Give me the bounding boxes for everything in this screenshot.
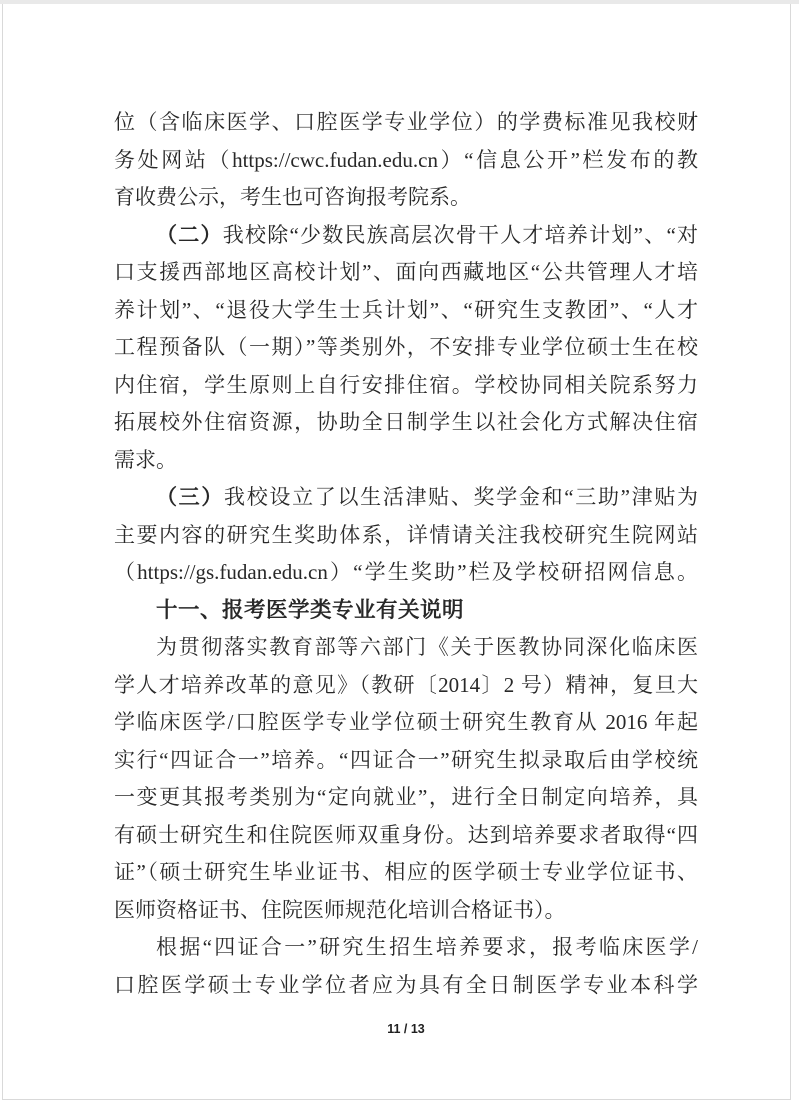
text-line — [114, 254, 698, 292]
text-segment: 学人才培养改革的意见》（教研〔2014〕2 号）精神，复旦大 — [114, 672, 698, 697]
text-segment: 有硕士研究生和住院医师双重身份。达到培养要求者取得“四 — [114, 822, 698, 847]
text-line — [114, 817, 698, 855]
text-line — [114, 854, 698, 892]
text-segment: 实行“四证合一”培养。“四证合一”研究生拟录取后由学校统 — [114, 747, 698, 772]
text-line — [114, 329, 698, 367]
text-segment: 务处网站（https://cwc.fudan.edu.cn）“信息公开”栏发布的教 — [114, 147, 698, 172]
para-scholarship — [114, 479, 698, 592]
text-line — [114, 292, 698, 330]
text-line — [114, 142, 698, 180]
text-line — [114, 779, 698, 817]
text-segment: （https://gs.fudan.edu.cn）“学生奖助”栏及学校研招网信息。 — [114, 560, 698, 584]
text-segment: 需求。 — [114, 447, 177, 472]
text-line — [114, 967, 698, 1005]
heading-section-eleven-medical-majors — [114, 592, 698, 630]
bold-text-segment: 十一、报考医学类专业有关说明 — [156, 597, 465, 622]
document-body — [114, 104, 698, 1004]
text-segment: 我校设立了以生活津贴、奖学金和“三助”津贴为 — [224, 485, 699, 509]
text-segment: 口支援西部地区高校计划”、面向西藏地区“公共管理人才培 — [114, 260, 698, 284]
text-segment: 拓展校外住宿资源，协助全日制学生以社会化方式解决住宿 — [114, 410, 698, 434]
text-line — [114, 929, 698, 967]
text-line — [114, 179, 698, 217]
para-tuition-fee-continued — [114, 104, 698, 217]
text-line — [114, 629, 698, 667]
document-page — [2, 4, 791, 1100]
text-line — [114, 442, 698, 480]
text-segment: 学临床医学/口腔医学专业学位硕士研究生教育从 2016 年起 — [114, 710, 698, 734]
text-segment: 内住宿，学生原则上自行安排住宿。学校协同相关院系努力 — [114, 372, 698, 397]
text-segment: 工程预备队（一期）”等类别外，不安排专业学位硕士生在校 — [114, 335, 698, 359]
text-segment: 主要内容的研究生奖助体系，详情请关注我校研究生院网站 — [114, 522, 698, 547]
text-line — [114, 742, 698, 780]
para-accommodation — [114, 217, 698, 480]
para-medical-application-requirements — [114, 929, 698, 1004]
bold-text-segment: （三） — [156, 485, 225, 509]
text-segment: 我校除“少数民族高层次骨干人才培养计划”、“对 — [222, 222, 699, 247]
text-line — [114, 517, 698, 555]
text-line — [114, 217, 698, 255]
text-segment: 证”（硕士研究生毕业证书、相应的医学硕士专业学位证书、 — [114, 860, 698, 884]
text-line — [114, 104, 698, 142]
text-line — [114, 367, 698, 405]
text-line — [114, 404, 698, 442]
text-segment: 医师资格证书、住院医师规范化培训合格证书）。 — [114, 897, 566, 922]
text-line — [114, 479, 698, 517]
text-segment: 口腔医学硕士专业学位者应为具有全日制医学专业本科学 — [114, 972, 698, 997]
text-segment: 根据“四证合一”研究生招生培养要求，报考临床医学/ — [156, 935, 698, 959]
page-number: 11 / 13 — [387, 1022, 425, 1036]
para-four-certificates-training — [114, 629, 698, 929]
text-line — [114, 554, 698, 592]
text-segment: 为贯彻落实教育部等六部门《关于医教协同深化临床医 — [156, 635, 698, 659]
text-segment: 一变更其报考类别为“定向就业”，进行全日制定向培养，具 — [114, 785, 698, 809]
text-segment: 位（含临床医学、口腔医学专业学位）的学费标准见我校财 — [114, 110, 698, 134]
text-line — [114, 892, 698, 930]
text-line — [114, 592, 698, 630]
bold-text-segment: （二） — [156, 222, 223, 247]
text-line — [114, 704, 698, 742]
text-line — [114, 667, 698, 705]
text-segment: 养计划”、“退役大学生士兵计划”、“研究生支教团”、“人才 — [114, 297, 698, 322]
text-segment: 育收费公示，考生也可咨询报考院系。 — [114, 185, 471, 209]
